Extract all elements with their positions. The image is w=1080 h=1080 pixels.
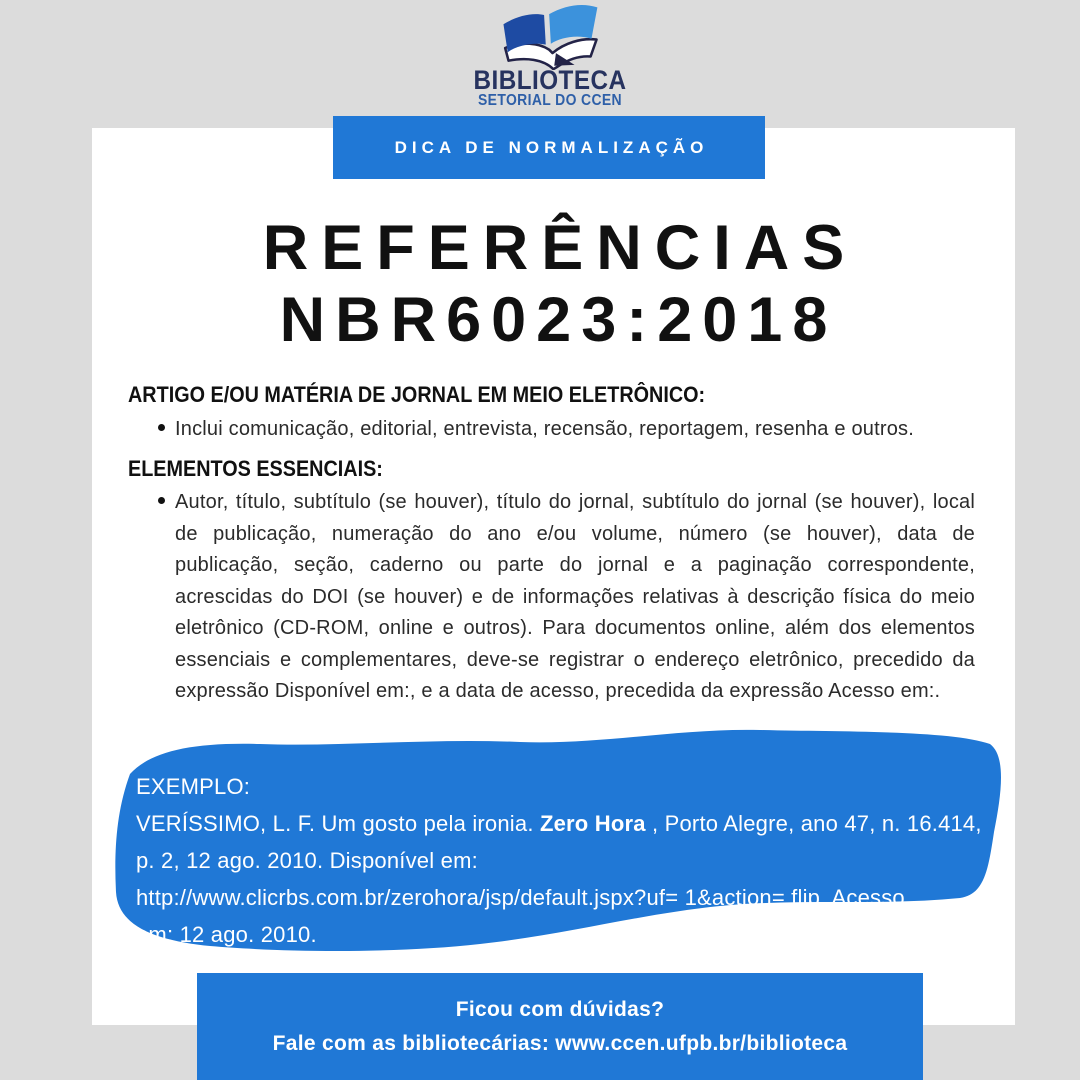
elementos-bullet-item: [158, 487, 982, 708]
example-citation-line-1: [136, 805, 1000, 842]
bullet-dot-icon: [158, 497, 165, 504]
artigo-bullet-item: [158, 414, 982, 446]
title-line-1: REFERÊNCIAS: [262, 213, 858, 283]
title-line-2: NBR6023:2018: [279, 285, 838, 355]
citation-journal-bold: Zero Hora: [539, 811, 646, 836]
bullet-dot-icon: [158, 424, 165, 431]
page-title: [92, 212, 1015, 356]
example-citation-access-date: em: 12 ago. 2010.: [136, 922, 317, 947]
footer-question: Ficou com dúvidas?: [455, 998, 665, 1021]
example-label: EXEMPLO:: [136, 774, 251, 799]
library-logo: [430, 4, 670, 109]
footer-contact-bar: [197, 973, 923, 1080]
example-block: [136, 768, 1000, 953]
footer-contact: Fale com as bibliotecárias: www.ccen.ufpb.br/biblioteca: [272, 1032, 848, 1055]
logo-subtitle: SETORIAL DO CCEN: [478, 92, 622, 109]
elementos-bullet-text: Autor, título, subtítulo (se houver), título do jornal, subtítulo do jornal (se houver), local de publicação, numeração do ano e/ou volume, número (se houver), data de publicação, seção, caderno ou parte do jornal e a paginação correspondente, acrescidas do DOI (se houver) e de informações relativas à descrição física do meio eletrônico (CD-ROM, online e outros). Para documentos online, além dos elementos essenciais e complementares, deve-se registrar o endereço eletrônico, precedido da expressão Disponível em:, e a data de acesso, precedida da expressão Acesso em:.: [175, 491, 975, 702]
section-elementos-heading: ELEMENTOS ESSENCIAIS:: [128, 456, 383, 481]
example-citation-url: http://www.clicrbs.com.br/zerohora/jsp/default.jspx?uf= 1&action= flip. Acesso: [136, 885, 905, 910]
logo-title: BIBLIOTECA: [473, 65, 627, 95]
artigo-bullet-text: Inclui comunicação, editorial, entrevista, recensão, reportagem, resenha e outros.: [175, 418, 915, 440]
citation-place-volume: , Porto Alegre, ano 47, n. 16.414,: [645, 811, 982, 836]
open-book-icon: [430, 4, 670, 70]
example-citation-line-2: p. 2, 12 ago. 2010. Disponível em:: [136, 848, 478, 873]
normalization-tip-banner: [333, 116, 765, 179]
banner-label: DICA DE NORMALIZAÇÃO: [394, 137, 709, 157]
citation-author-title: VERÍSSIMO, L. F. Um gosto pela ironia.: [136, 811, 540, 836]
section-artigo-heading: ARTIGO E/OU MATÉRIA DE JORNAL EM MEIO ELETRÔNICO:: [128, 382, 706, 407]
